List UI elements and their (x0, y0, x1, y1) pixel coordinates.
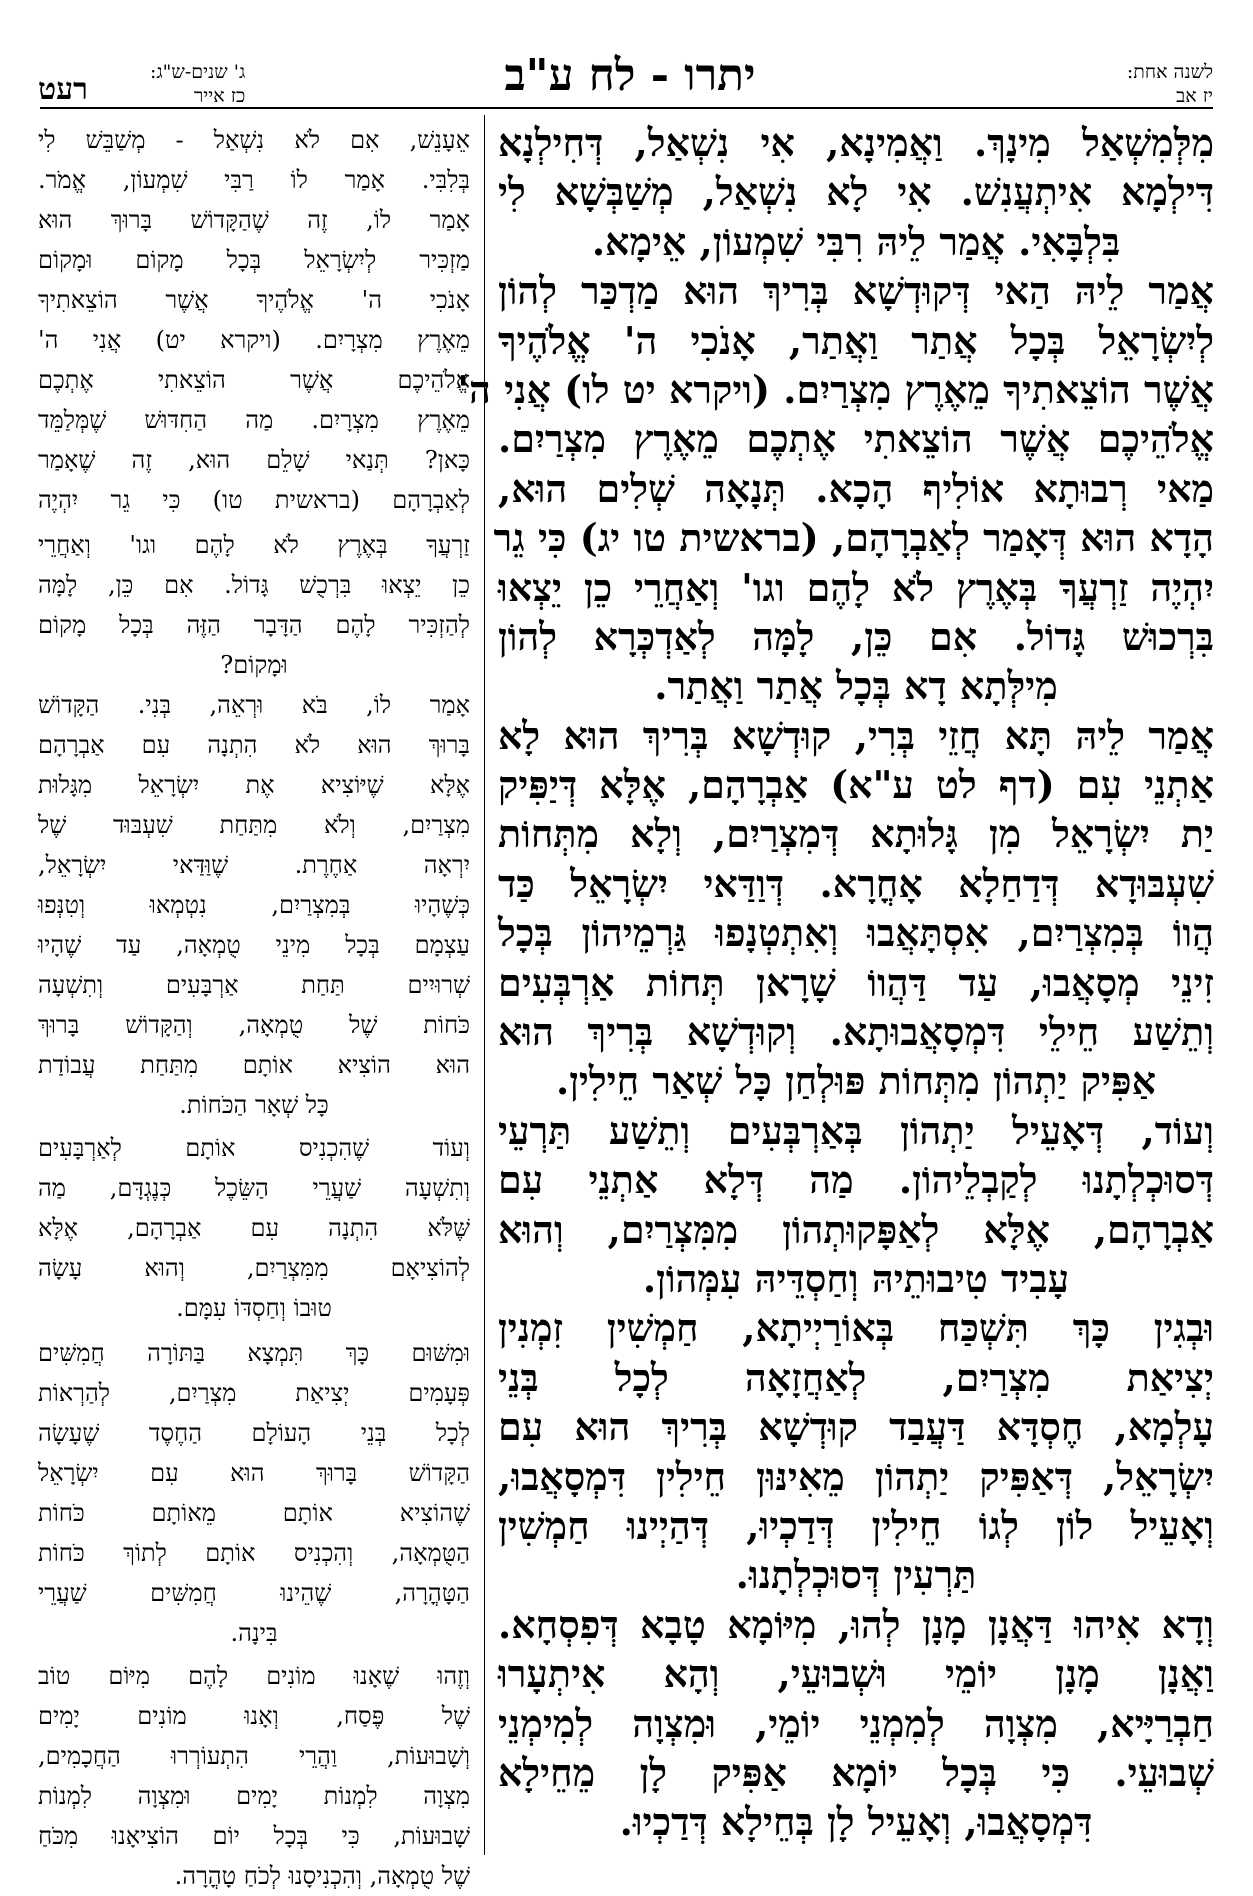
text-line: שָׁבוּעוֹת, כִּי בְּכָל יוֹם הוֹצִיאָנוּ מִכֹּחַ (38, 1822, 470, 1850)
text-line: טוּבוֹ וְחַסְדּוֹ עִמָּם. (176, 1294, 332, 1322)
text-line: דִּמְסָאֲבוּ, וְאָעֵיל לָן בְּחֵילָא דְּדַכְיוּ. (619, 1799, 1093, 1845)
text-line: הַטֻּמְאָה, וְהִכְנִיס אוֹתָם לְתוֹךְ כֹּחוֹת (38, 1539, 470, 1567)
three-year-cycle-label: ג' שנים-ש"ג: (150, 61, 246, 83)
text-line: יִהְיֶה זַרְעֲךָ בְּאֶרֶץ לֹא לָהֶם וגו' וְאַחֲרֵי כֵן יֵצְאוּ (498, 564, 1214, 610)
text-line: אַתְנֵי עִם (דף לט ע"א) אַבְרָהָם, אֶלָּא דְּיַפִּיק (498, 762, 1214, 808)
text-line: עָלְמָא, חֶסְדָּא דַּעֲבַד קוּדְשָׁא בְּרִיךְ הוּא עִם (498, 1404, 1214, 1450)
text-line: הַקָּדוֹשׁ בָּרוּךְ הוּא עִם יִשְׂרָאֵל (38, 1459, 470, 1487)
text-line: שְׁבוּעֵי. כִּי בְּכָל יוֹמָא אַפִּיק לָן מֵחֵילָא (498, 1749, 1214, 1795)
text-line: וְזֶהוּ שֶׁאָנוּ מוֹנִים לָהֶם מִיּוֹם טוֹב (38, 1662, 470, 1690)
text-line: שִׁעְבּוּדָא דְּדַחַלָא אָחֳרָא. דְּוַדַּאי יִשְׂרָאֵל כַּד (498, 860, 1214, 906)
text-line: הָדָא הוּא דְּאָמַר לְאַבְרָהָם, (בראשית טו יג) כִּי גֵר (493, 515, 1214, 561)
text-line: כֵן יֵצְאוּ בִּרְכֻשׁ גָּדוֹל. אִם כֵּן, לָמָּה (38, 571, 470, 599)
text-line: שֶׁהוֹצִיא אוֹתָם מֵאוֹתָם כֹּחוֹת (38, 1499, 470, 1527)
three-year-cycle-day: כז אייר (193, 85, 246, 107)
text-line: וּמָקוֹם? (220, 651, 288, 679)
text-line: מֵאֶרֶץ מִצְרָיִם. (ויקרא יט) אֲנִי ה' (38, 326, 470, 354)
text-line: וְתִשְׁעָה שַׁעֲרֵי הַשֵּׂכֶל כְּנֶגְדָּם, מַה (38, 1174, 470, 1202)
hebrew-translation-column (38, 118, 470, 1890)
text-line: וְדָא אִיהוּ דַּאֲנָן מָנָן לְהוּ, מִיּוֹמָא טָבָא דְּפִסְחָא. (498, 1601, 1214, 1647)
text-line: וּמִשּׁוּם כָּךְ תִּמְצָא בַּתּוֹרָה חֲמִשִּׁים (38, 1339, 470, 1367)
text-line: וְעוֹד, דְּאָעֵיל יַתְהוֹן בְּאַרְבְּעִים וְתֵשַׁע תַּרְעֵי (498, 1107, 1214, 1153)
aramaic-text-column (457, 118, 1214, 1858)
one-year-cycle-date (1127, 60, 1213, 108)
text-line: יְצִיאַת מִצְרַיִם, לְאַחֲזָאָה לְכָל בְּנֵי (498, 1354, 1214, 1400)
text-line: דִּילְמָא אִיתְעֲנִשׁ. אִי לָא נִשְׁאַל, מְשַׁבְּשָׁא לִי (498, 169, 1214, 215)
three-year-cycle-date (150, 60, 245, 108)
text-line: כָּל שְׁאָר הַכֹּחוֹת. (179, 1091, 329, 1119)
text-line: שֶׁל טֻמְאָה, וְהִכְנִיסָנוּ לְכֹחַ טָהֳרָה. (174, 1862, 470, 1890)
text-line: אֶלָּא שֶׁיּוֹצִיא אֶת יִשְׂרָאֵל מִגָּלוּת (38, 771, 470, 799)
text-line: אֱלֹהֵיכֶם אֲשֶׁר הוֹצֵאתִי אֶתְכֶם (38, 366, 470, 394)
text-line: מֵאֶרֶץ מִצְרָיִם. מַה הַחִדּוּשׁ שֶׁמְּלַמֵּד (38, 406, 470, 434)
text-line: לְהוֹצִיאָם מִמִּצְרַיִם, וְהוּא עָשָׂה (38, 1254, 470, 1282)
text-line: יַת יִשְׂרָאֵל מִן גָּלוּתָא דְּמִצְרַיִם, וְלָא מִתְּחוֹת (498, 811, 1214, 857)
text-line: שְׁרוּיִים תַּחַת אַרְבָּעִים וְתִשְׁעָה (38, 971, 470, 999)
text-line: מִלְּמִשְׁאַל מִינָךְ. וַאֲמִינָא, אִי נִשְׁאַל, דְּחִילְנָא (498, 120, 1214, 165)
header-divider (40, 107, 1213, 109)
text-line: הֲווֹ בְּמִצְרַיִם, אִסְתָּאֲבוּ וְאִתְטְנָפוּ גַּרְמֵיהוֹן בְּכָל (498, 910, 1214, 956)
text-line: בָּרוּךְ הוּא לֹא הִתְנָה עִם אַבְרָהָם (38, 731, 470, 759)
text-line: פְּעָמִים יְצִיאַת מִצְרַיִם, לְהַרְאוֹת (38, 1379, 470, 1407)
text-line: חַבְרַיָּיא, מִצְוָה לְמִמְנֵי יוֹמֵי, וּמִצְוָה לְמִימְנֵי (498, 1700, 1214, 1746)
text-line: כָּאן? תְּנַאי שָׁלֵם הוּא, זֶה שֶׁאָמַר (38, 446, 470, 474)
text-line: מִצְוָה לִמְנוֹת יָמִים וּמִצְוָה לִמְנוֹת (38, 1782, 470, 1810)
text-line: בְּלִבִּי. אָמַר לוֹ רַבִּי שִׁמְעוֹן, אֱמֹר. (38, 166, 470, 194)
text-line: בִּינָה. (230, 1619, 278, 1647)
text-line: אֱלֹהֵיכֶם אֲשֶׁר הוֹצֵאתִי אֶתְכֶם מֵאֶרֶץ מִצְרַיִם. (498, 416, 1214, 462)
text-line: אַפִּיק יַתְהוֹן מִתְּחוֹת פּוּלְחַן כָּל שְׁאַר חֵילִין. (555, 1058, 1156, 1104)
text-line: וּבְגִין כָּךְ תִּשְׁכַּח בְּאוֹרַיְיתָא, חַמְשִׁין זִמְנִין (498, 1305, 1214, 1351)
text-line: אָמַר לוֹ, זֶה שֶׁהַקָּדוֹשׁ בָּרוּךְ הוּא (38, 206, 470, 234)
text-line: לְכָל בְּנֵי הָעוֹלָם הַחֶסֶד שֶׁעָשָׂה (38, 1419, 470, 1447)
text-line: כֹּחוֹת שֶׁל טֻמְאָה, וְהַקָּדוֹשׁ בָּרוּךְ (38, 1011, 470, 1039)
text-line: מִצְרַיִם, וְלֹא מִתַּחַת שִׁעְבּוּד שֶׁל (38, 811, 470, 839)
text-line: עָבִיד טִיבוּתֵיהּ וְחַסְדֵּיהּ עִמְּהוֹן. (642, 1255, 1070, 1301)
one-year-cycle-label: לשנה אחת: (1126, 61, 1213, 83)
text-line: יִרְאָה אַחֶרֶת. שֶׁוַּדַּאי יִשְׂרָאֵל, (38, 851, 470, 879)
text-line: אֲמַר לֵיהּ הַאי דְּקוּדְשָׁא בְּרִיךְ הוּא מַדְכַּר לְהוֹן (498, 268, 1214, 314)
text-line: מִילְּתָא דָא בְּכָל אֲתַר וַאֲתַר. (654, 663, 1058, 709)
text-line: הַטָּהֳרָה, שֶׁהֵינוּ חֲמִשִּׁים שַׁעֲרֵי (38, 1579, 470, 1607)
text-line: הוּא הוֹצִיא אוֹתָם מִתַּחַת עֲבוֹדַת (38, 1051, 470, 1079)
text-line: אָמַר לוֹ, בֹּא וּרְאֵה, בְּנִי. הַקָּדוֹשׁ (38, 691, 470, 719)
text-line: זִינֵי מְסָאֲבוּ, עַד דַּהֲווֹ שָׁרָאן תְּחוֹת אַרְבְּעִים (498, 959, 1214, 1005)
one-year-cycle-day: יז אב (1176, 85, 1213, 107)
text-line: כְּשֶׁהָיוּ בְּמִצְרַיִם, נִטְמְאוּ וְטִנְּפוּ (38, 891, 470, 919)
text-line: שֶּׁלֹּא הִתְנָה עִם אַבְרָהָם, אֶלָּא (38, 1214, 470, 1242)
text-line: עַצְמָם בְּכָל מִינֵי טֻמְאָה, עַד שֶׁהָיוּ (38, 931, 470, 959)
text-line: זַרְעֲךָ בְּאֶרֶץ לֹא לָהֶם וגו' וְאַחֲרֵי (38, 531, 470, 559)
text-line: תַּרְעִין דְּסוּכְלְתָנוּ. (735, 1552, 977, 1598)
page-label: רעט (38, 72, 88, 107)
text-line: בִּלְבָּאִי. אֲמַר לֵיהּ רִבִּי שִׁמְעוֹן, אֵימָא. (591, 218, 1121, 264)
text-line: וְשָׁבוּעוֹת, וַהֲרֵי הִתְעוֹרְרוּ הַחֲכָמִים, (38, 1742, 470, 1770)
page-title: יתרו - לח ע"ב (504, 50, 756, 101)
text-line: מַאי רְבוּתָא אוֹלִיף הָכָא. תְּנָאָה שְׁלִים הוּא, (498, 465, 1214, 511)
text-line: וְתֵשַׁע חֵילֵי דִּמְסָאֲבוּתָא. וְקוּדְשָׁא בְּרִיךְ הוּא (498, 1009, 1214, 1055)
text-line: דְּסוּכְלְתָנוּ לְקַבְלֵיהוֹן. מַה דְּלָא אַתְנֵי עִם (498, 1157, 1214, 1203)
text-line: וַאֲנָן מָנָן יוֹמֵי וּשְׁבוּעֵי, וְהָא אִיתְעָרוּ (498, 1651, 1214, 1697)
text-line: וְאָעֵיל לוֹן לְגוֹ חֵילִין דְּדַכְיוּ, דְּהַיְינוּ חַמְשִׁין (498, 1502, 1214, 1548)
text-line: אֲשֶׁר הוֹצֵאתִיךָ מֵאֶרֶץ מִצְרַיִם. (ויקרא יט לו) אֲנִי ה' (457, 366, 1214, 412)
text-line: יִשְׂרָאֵל, דְּאַפִּיק יַתְהוֹן מֵאִינּוּן חֵילִין דִּמְסָאֲבוּ, (498, 1453, 1214, 1499)
text-line: לְהַזְכִּיר לָהֶם הַדָּבָר הַזֶּה בְּכָל מָקוֹם (38, 611, 470, 639)
text-line: אָנֹכִי ה' אֱלֹהֶיךָ אֲשֶׁר הוֹצֵאתִיךָ (38, 286, 470, 314)
text-line: אַבְרָהָם, אֶלָּא לְאַפָּקוּתְהוֹן מִמִּצְרַיִם, וְהוּא (498, 1206, 1214, 1252)
text-line: בִּרְכוּשׁ גָּדוֹל. אִם כֵּן, לָמָּה לְאַדְכְּרָא לְהוֹן (498, 613, 1214, 659)
text-line: שֶׁל פֶּסַח, וְאָנוּ מוֹנִים יָמִים (38, 1702, 470, 1730)
text-line: מַזְכִּיר לְיִשְׂרָאֵל בְּכָל מָקוֹם וּמָקוֹם (38, 246, 470, 274)
text-line: אֲמַר לֵיהּ תָּא חֲזֵי בְּרִי, קוּדְשָׁא בְּרִיךְ הוּא לָא (498, 712, 1214, 758)
text-line: לְיִשְׂרָאֵל בְּכָל אֲתַר וַאֲתַר, אָנֹכִי ה' אֱלֹהֶיךָ (498, 317, 1214, 363)
text-line: וְעוֹד שֶׁהִכְנִיס אוֹתָם לְאַרְבָּעִים (38, 1134, 470, 1162)
text-line: לְאַבְרָהָם (בראשית טו) כִּי גֵר יִהְיֶה (38, 486, 470, 514)
text-line: אֵעָנֵשׁ, אִם לֹא נִשְׁאַל - מְשַׁבֵּשׁ לִי (38, 126, 470, 154)
